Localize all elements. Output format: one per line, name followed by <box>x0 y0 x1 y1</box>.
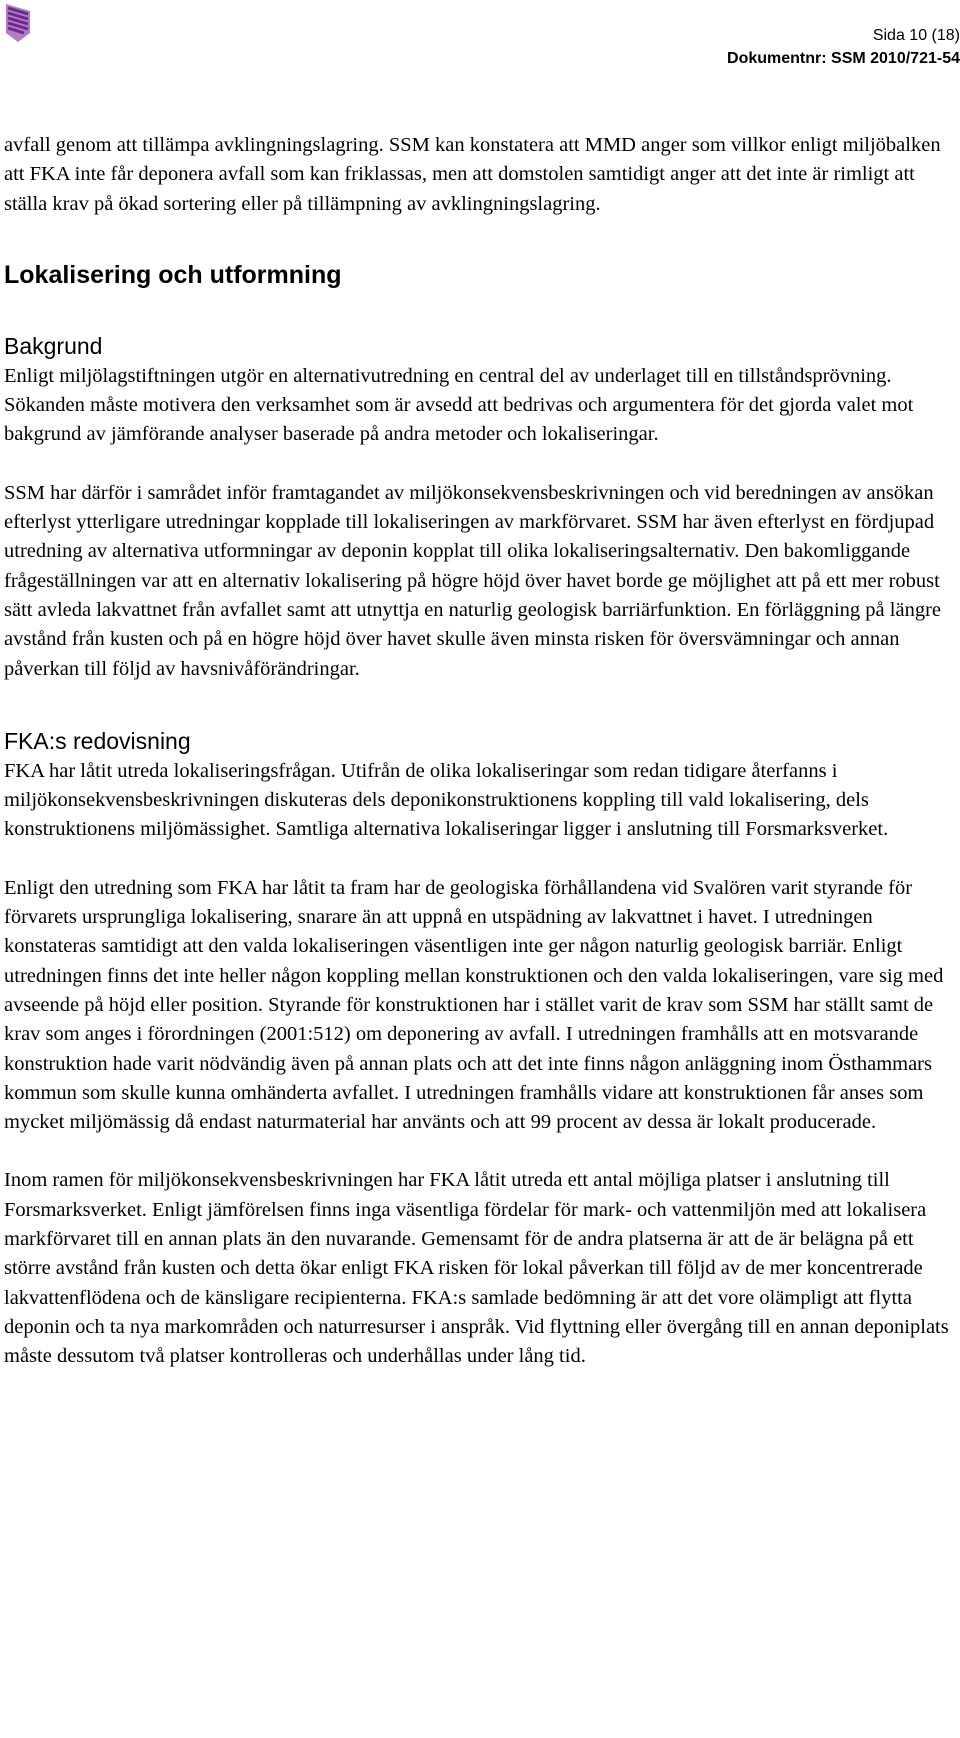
paragraph: Inom ramen för miljökonsekvensbeskrivningen har FKA låtit utreda ett antal möjliga platser i anslutning till Forsmarksverket. Enligt jämförelsen finns inga väsentliga fördelar för mark- och vattenmiljön med att lokalisera markförvaret till en annan plats än den nuvarande. Gemensamt för de andra platserna är att de är belägna på ett större avstånd från kusten och detta ökar enligt FKA risken för lokal påverkan till följd av de mer koncentrerade lakvattenflödena och de känsligare recipienterna. FKA:s samlade bedömning är att det vore olämpligt att flytta deponin och ta nya markområden och naturresurser i anspråk. Vid flyttning eller övergång till en annan deponiplats måste dessutom två platser kontrolleras och underhållas under lång tid. <box>4 1169 949 1368</box>
document-body <box>4 131 954 1372</box>
paragraph: Enligt miljölagstiftningen utgör en alternativutredning en central del av underlaget till en tillståndsprövning. Sökanden måste motivera den verksamhet som är avsedd att bedrivas och argumentera för det gjorda valet mot bakgrund av jämförande analyser baserade på andra metoder och lokaliseringar. <box>4 364 914 446</box>
document-number: Dokumentnr: SSM 2010/721-54 <box>727 50 960 67</box>
section-heading: Lokalisering och utformning <box>4 260 342 289</box>
page-header <box>540 24 960 70</box>
page-number: Sida 10 (18) <box>872 27 960 44</box>
paragraph: FKA har låtit utreda lokaliseringsfrågan. Utifrån de olika lokaliseringar som redan tidigare återfanns i miljökonsekvensbeskrivningen diskuteras dels deponikonstruktionens koppling till vald lokalisering, dels konstruktionens miljömässighet. Samtliga alternativa lokaliseringar ligger i anslutning till Forsmarksverket. <box>4 759 889 841</box>
paragraph: Enligt den utredning som FKA har låtit ta fram har de geologiska förhållandena vid Svalören varit styrande för förvarets ursprungliga lokalisering, snarare än att uppnå en utspädning av lakvattnet i havet. I utredningen konstateras samtidigt att den valda lokaliseringen väsentligen inte ger någon naturlig geologisk barriär. Enligt utredningen finns det inte heller någon koppling mellan konstruktionen och den valda lokaliseringen, vare sig med avseende på höjd eller position. Styrande för konstruktionen har i stället varit de krav som SSM har ställt samt de krav som anges i förordningen (2001:512) om deponering av avfall. I utredningen framhålls att en motsvarande konstruktion hade varit nödvändig även på annan plats och att det inte finns någon anläggning inom Östhammars kommun som skulle kunna omhänderta avfallet. I utredningen framhålls vidare att konstruktionen får anses som mycket miljömässig då endast naturmaterial har använts och att 99 procent av dessa är lokalt producerade. <box>4 876 944 1134</box>
ssm-logo-icon <box>6 4 30 42</box>
intro-paragraph: avfall genom att tillämpa avklingningslagring. SSM kan konstatera att MMD anger som villkor enligt miljöbalken att FKA inte får deponera avfall som kan friklassas, men att domstolen samtidigt anger att det inte är rimligt att ställa krav på ökad sortering eller på tillämpning av avklingningslagring. <box>4 134 941 215</box>
subsection-heading-redovisning: FKA:s redovisning <box>4 727 191 754</box>
subsection-heading-bakgrund: Bakgrund <box>4 332 103 359</box>
paragraph: SSM har därför i samrådet inför framtagandet av miljökonsekvensbeskrivningen och vid beredningen av ansökan efterlyst ytterligare utredningar kopplade till lokaliseringen av markförvaret. SSM har även efterlyst en fördjupad utredning av alternativa utformningar av deponin kopplat till olika lokaliseringsalternativ. Den bakomliggande frågeställningen var att en alternativ lokalisering på högre höjd över havet borde ge möjlighet att på ett mer robust sätt avleda lakvattnet från avfallet samt att utnyttja en naturlig geologisk barriärfunktion. En förläggning på längre avstånd från kusten och på en högre höjd över havet skulle även minsta risken för översvämningar och annan påverkan till följd av havsnivåförändringar. <box>4 481 941 680</box>
